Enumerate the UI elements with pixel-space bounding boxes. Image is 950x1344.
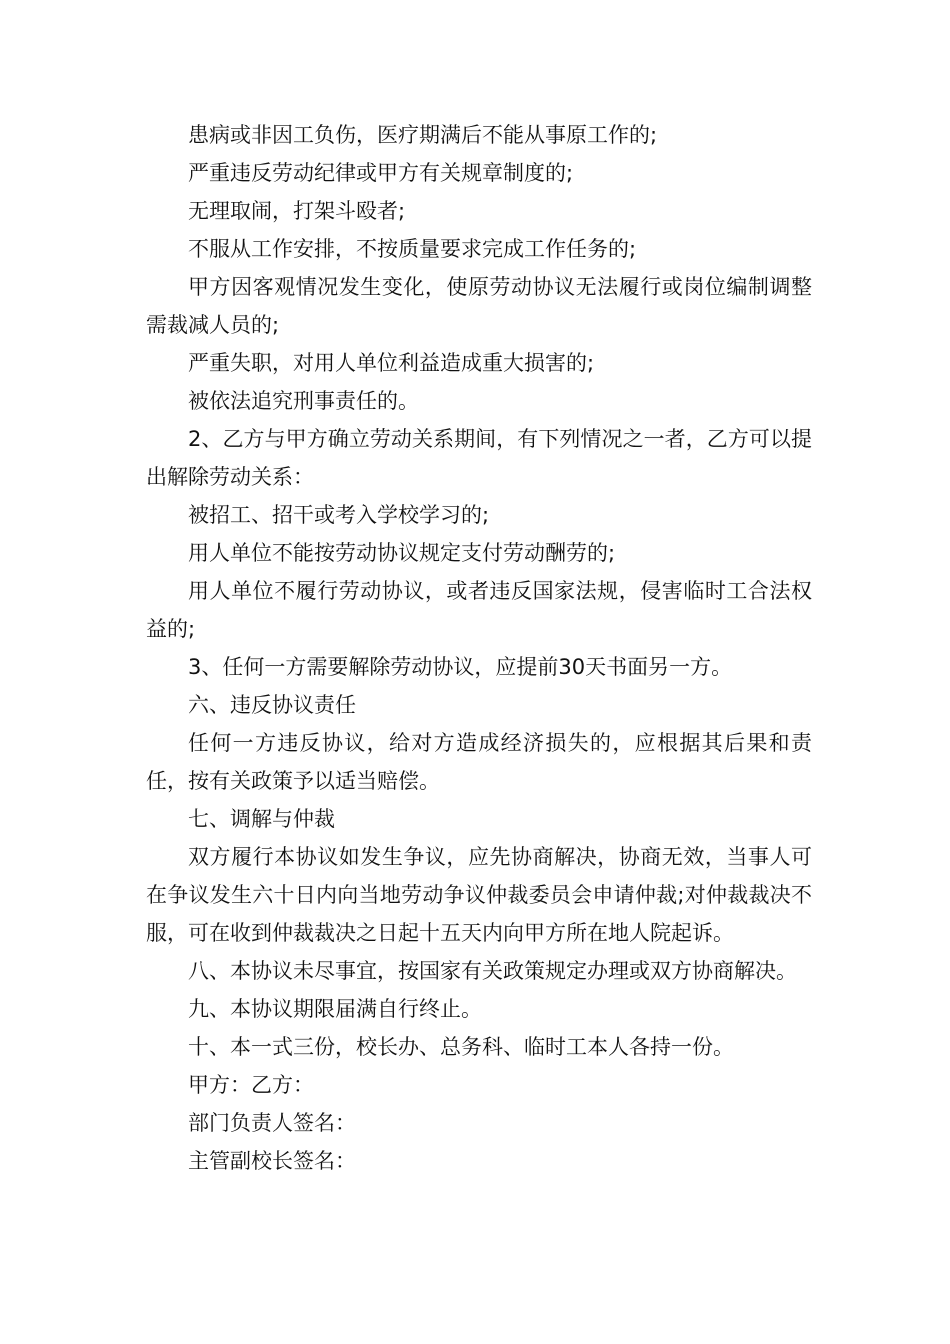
paragraph-discipline: 严重违反劳动纪律或甲方有关规章制度的; — [188, 161, 574, 185]
department-signature-line: 部门负责人签名： — [188, 1111, 356, 1135]
vice-principal-signature-line: 主管副校长签名： — [188, 1149, 356, 1173]
paragraph-unpaid: 用人单位不能按劳动协议规定支付劳动酬劳的; — [188, 541, 616, 565]
paragraph-clause-3: 3、任何一方需要解除劳动协议，应提前30天书面另一方。 — [188, 655, 733, 679]
paragraph-clause-2: 2、乙方与甲方确立劳动关系期间，有下列情况之一者，乙方可以提出解除劳动关系： — [146, 427, 812, 489]
paragraph-criminal: 被依法追究刑事责任的。 — [188, 389, 419, 413]
paragraph-disobey: 不服从工作安排，不按质量要求完成工作任务的; — [188, 237, 637, 261]
section-10: 十、本一式三份，校长办、总务科、临时工本人各持一份。 — [188, 1035, 734, 1059]
paragraph-negligence: 严重失职，对用人单位利益造成重大损害的; — [188, 351, 595, 375]
paragraph-sick-leave: 患病或非因工负伤，医疗期满后不能从事原工作的; — [188, 123, 658, 147]
section-8: 八、本协议未尽事宜，按国家有关政策规定办理或双方协商解决。 — [188, 959, 797, 983]
section-heading-7: 七、调解与仲裁 — [188, 807, 335, 831]
paragraph-layoff: 甲方因客观情况发生变化，使原劳动协议无法履行或岗位编制调整需裁减人员的; — [146, 275, 812, 337]
paragraph-recruited: 被招工、招干或考入学校学习的; — [188, 503, 490, 527]
section-9: 九、本协议期限届满自行终止。 — [188, 997, 482, 1021]
paragraph-arbitration: 双方履行本协议如发生争议，应先协商解决，协商无效，当事人可在争议发生六十日内向当地劳动争议仲裁委员会申请仲裁;对仲裁裁决不服，可在收到仲裁裁决之日起十五天内向甲方所在地人院起诉。 — [146, 845, 812, 945]
section-heading-6: 六、违反协议责任 — [188, 693, 356, 717]
paragraph-fighting: 无理取闹，打架斗殴者; — [188, 199, 406, 223]
paragraph-liability: 任何一方违反协议，给对方造成经济损失的，应根据其后果和责任，按有关政策予以适当赔偿。 — [146, 731, 812, 793]
paragraph-violation: 用人单位不履行劳动协议，或者违反国家法规，侵害临时工合法权益的; — [146, 579, 812, 641]
document-body — [146, 116, 812, 1180]
parties-line: 甲方：乙方： — [188, 1073, 314, 1097]
